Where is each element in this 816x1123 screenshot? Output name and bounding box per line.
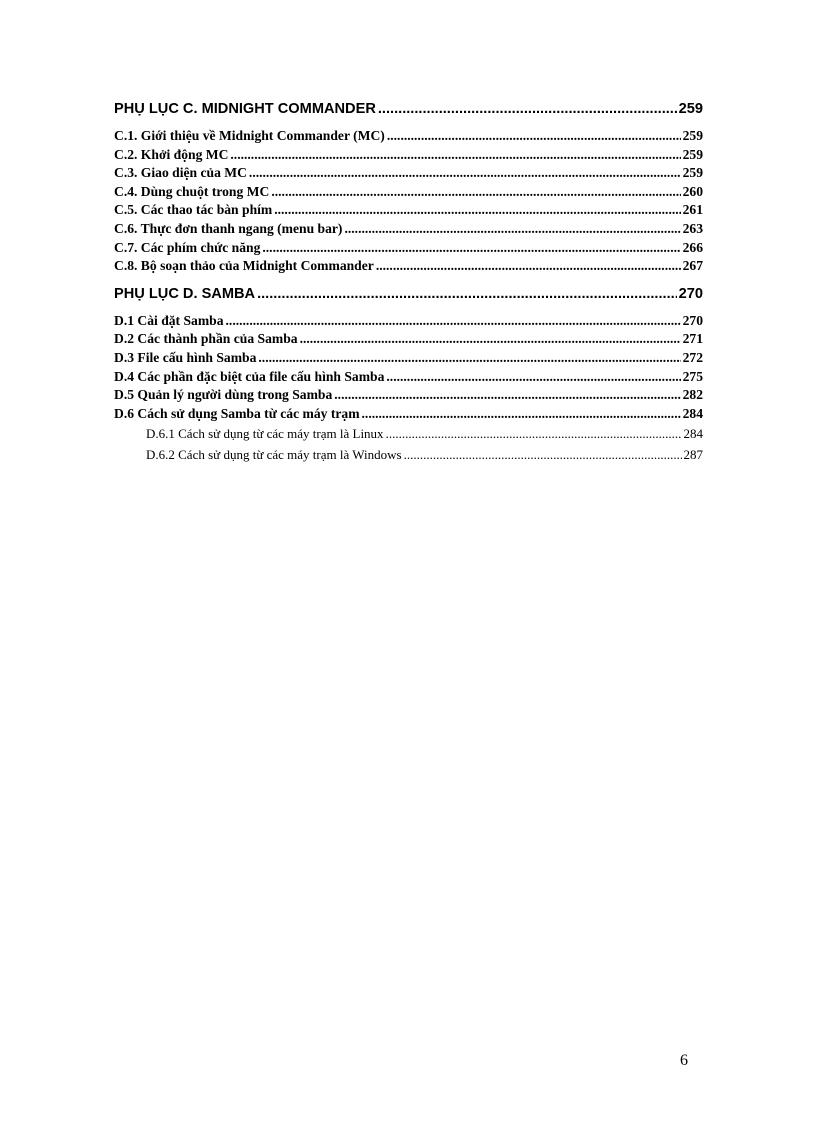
dot-leader bbox=[378, 98, 677, 120]
dot-leader bbox=[262, 239, 680, 258]
dot-leader bbox=[386, 368, 680, 387]
toc-entry-title: D.2 Các thành phần của Samba bbox=[114, 331, 298, 347]
toc-page-number: 282 bbox=[682, 387, 703, 403]
toc-page-number: 271 bbox=[682, 331, 703, 347]
toc-page-number: 272 bbox=[682, 349, 703, 365]
dot-leader bbox=[376, 257, 681, 276]
toc-subentry-title: D.6.1 Cách sử dụng từ các máy trạm là Linux bbox=[146, 426, 384, 442]
toc-entry-c8[interactable] bbox=[114, 257, 703, 276]
toc-page-number: 267 bbox=[682, 258, 703, 274]
toc-entry-title: C.3. Giao diện của MC bbox=[114, 165, 247, 181]
toc-chapter-appendix-d[interactable] bbox=[114, 283, 703, 305]
toc-page-number: 259 bbox=[682, 128, 703, 143]
dot-leader bbox=[404, 444, 682, 465]
toc-page-number: 259 bbox=[678, 101, 703, 117]
toc-entry-c2[interactable] bbox=[114, 146, 703, 165]
toc-entry-title: D.6 Cách sử dụng Samba từ các máy trạm bbox=[114, 405, 360, 421]
toc-entry-title: C.1. Giới thiệu về Midnight Commander (MC) bbox=[114, 128, 385, 143]
toc-chapter-appendix-c[interactable] bbox=[114, 98, 703, 120]
toc-subentry-d6-1[interactable] bbox=[114, 423, 703, 444]
toc-page-number: 266 bbox=[682, 239, 703, 255]
toc-entry-title: D.4 Các phần đặc biệt của file cấu hình Samba bbox=[114, 368, 385, 384]
dot-leader bbox=[362, 405, 681, 424]
toc-entry-d4[interactable] bbox=[114, 368, 703, 387]
toc-subentry-title: D.6.2 Cách sử dụng từ các máy trạm là Windows bbox=[146, 447, 402, 463]
toc-page-number: 259 bbox=[682, 146, 703, 162]
toc-page-number: 260 bbox=[682, 183, 703, 199]
toc-page-number: 261 bbox=[682, 202, 703, 218]
toc-entry-d6[interactable] bbox=[114, 405, 703, 424]
dot-leader bbox=[344, 220, 680, 239]
page-number: 6 bbox=[680, 1052, 688, 1069]
toc-page-number: 287 bbox=[683, 447, 703, 463]
toc-chapter-title: PHỤ LỤC C. MIDNIGHT COMMANDER bbox=[114, 101, 376, 117]
spacer bbox=[114, 305, 703, 312]
dot-leader bbox=[387, 127, 681, 146]
dot-leader bbox=[271, 183, 680, 202]
toc-entry-title: C.4. Dùng chuột trong MC bbox=[114, 183, 270, 199]
toc-entry-c7[interactable] bbox=[114, 239, 703, 258]
toc-entry-d3[interactable] bbox=[114, 349, 703, 368]
toc-entry-c1[interactable] bbox=[114, 127, 703, 146]
dot-leader bbox=[258, 349, 680, 368]
toc-entry-title: D.5 Quản lý người dùng trong Samba bbox=[114, 387, 333, 403]
toc-entry-c4[interactable] bbox=[114, 183, 703, 202]
toc-subentry-d6-2[interactable] bbox=[114, 444, 703, 465]
toc-entry-title: C.7. Các phím chức năng bbox=[114, 239, 261, 255]
toc-entry-c6[interactable] bbox=[114, 220, 703, 239]
toc-entry-c3[interactable] bbox=[114, 164, 703, 183]
spacer bbox=[114, 120, 703, 127]
toc-entry-title: C.5. Các thao tác bàn phím bbox=[114, 202, 273, 218]
dot-leader bbox=[257, 283, 677, 305]
dot-leader bbox=[300, 330, 681, 349]
toc-entry-title: C.8. Bộ soạn thảo của Midnight Commander bbox=[114, 258, 374, 274]
toc-page-number: 284 bbox=[682, 405, 703, 421]
toc-entry-c5[interactable] bbox=[114, 201, 703, 220]
dot-leader bbox=[249, 164, 681, 183]
toc-page-number: 259 bbox=[682, 165, 703, 181]
dot-leader bbox=[334, 386, 680, 405]
toc-page-number: 270 bbox=[678, 285, 703, 302]
toc-entry-title: C.6. Thực đơn thanh ngang (menu bar) bbox=[114, 220, 343, 236]
toc-page-number: 284 bbox=[683, 426, 703, 442]
table-of-contents bbox=[114, 98, 703, 465]
dot-leader bbox=[274, 201, 680, 220]
toc-entry-title: D.1 Cài đặt Samba bbox=[114, 312, 224, 328]
toc-entry-d1[interactable] bbox=[114, 312, 703, 331]
dot-leader bbox=[226, 312, 681, 331]
dot-leader bbox=[386, 423, 682, 444]
toc-entry-title: C.2. Khởi động MC bbox=[114, 146, 229, 162]
toc-page-number: 270 bbox=[682, 312, 703, 328]
toc-entry-title: D.3 File cấu hình Samba bbox=[114, 349, 257, 365]
toc-chapter-title: PHỤ LỤC D. SAMBA bbox=[114, 285, 256, 302]
toc-page-number: 275 bbox=[682, 368, 703, 384]
toc-entry-d5[interactable] bbox=[114, 386, 703, 405]
dot-leader bbox=[230, 146, 680, 165]
toc-entry-d2[interactable] bbox=[114, 330, 703, 349]
toc-page-number: 263 bbox=[682, 220, 703, 236]
